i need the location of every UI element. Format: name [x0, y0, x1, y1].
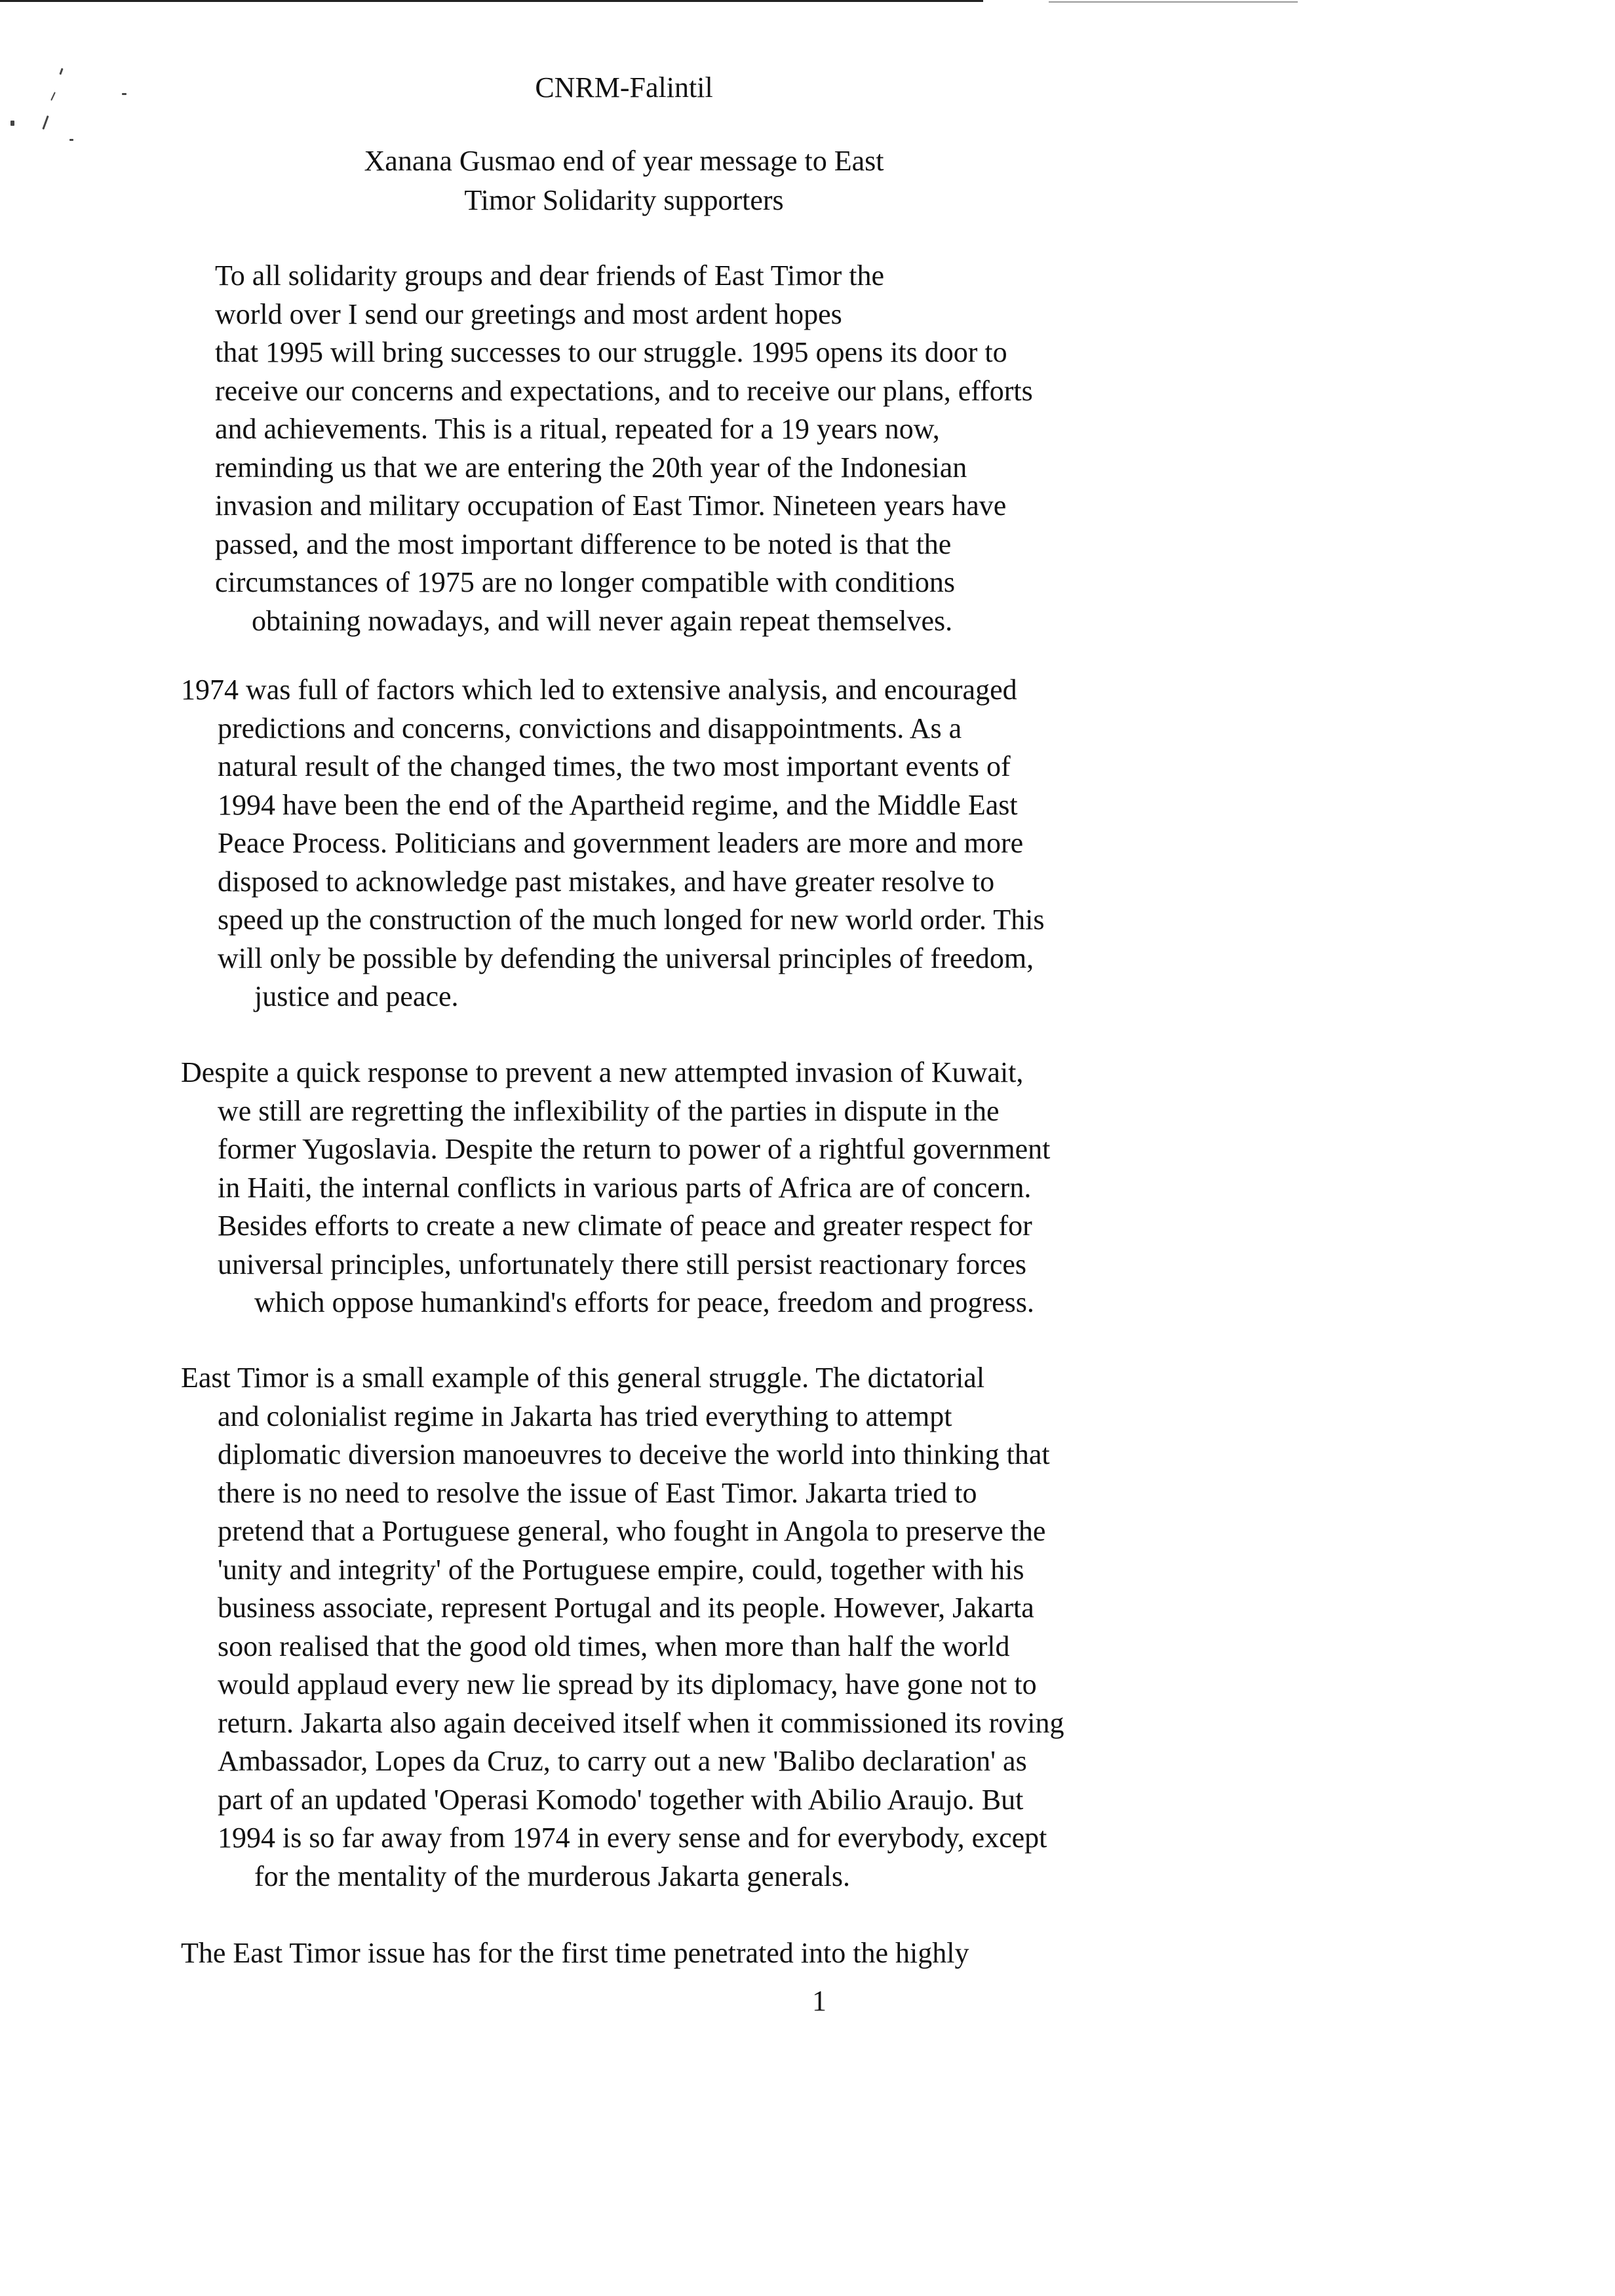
- text-line: receive our concerns and expectations, and to receive our plans, efforts: [215, 374, 1033, 407]
- text-line: for the mentality of the murderous Jakarta generals.: [254, 1860, 851, 1892]
- text-line: Ambassador, Lopes da Cruz, to carry out a new 'Balibo declaration' as: [218, 1745, 1027, 1777]
- text-line: return. Jakarta also again deceived itself when it commissioned its roving: [218, 1706, 1064, 1739]
- text-line: and colonialist regime in Jakarta has tried everything to attempt: [218, 1400, 952, 1432]
- page-number: 1: [812, 1985, 827, 2017]
- text-line: 1994 is so far away from 1974 in every sense and for everybody, except: [218, 1822, 1047, 1854]
- text-line: invasion and military occupation of East Timor. Nineteen years have: [215, 489, 1007, 522]
- text-line: Besides efforts to create a new climate of peace and greater respect for: [218, 1210, 1032, 1242]
- text-line: natural result of the changed times, the two most important events of: [218, 750, 1011, 782]
- text-line: speed up the construction of the much longed for new world order. This: [218, 904, 1045, 936]
- text-line: diplomatic diversion manoeuvres to deceive the world into thinking that: [218, 1438, 1050, 1470]
- text-line: in Haiti, the internal conflicts in various parts of Africa are of concern.: [218, 1171, 1032, 1204]
- scan-speck: [10, 121, 14, 126]
- title-line: Timor Solidarity supporters: [464, 184, 784, 216]
- text-line: circumstances of 1975 are no longer compatible with conditions: [215, 566, 956, 598]
- body-paragraph: [181, 1054, 1050, 1322]
- text-line: would applaud every new lie spread by its diplomacy, have gone not to: [218, 1668, 1037, 1700]
- organization-heading: CNRM-Falintil: [535, 71, 713, 104]
- text-line: Peace Process. Politicians and government leaders are more and more: [218, 827, 1024, 859]
- scan-edge-line-faint: [1049, 1, 1298, 3]
- text-line: will only be possible by defending the universal principles of freedom,: [218, 942, 1034, 974]
- text-line: which oppose humankind's efforts for peace, freedom and progress.: [254, 1286, 1034, 1318]
- body-paragraph: [181, 671, 1044, 1016]
- scan-speck: [69, 139, 73, 141]
- text-line: soon realised that the good old times, when more than half the world: [218, 1630, 1010, 1662]
- text-line: business associate, represent Portugal and its people. However, Jakarta: [218, 1592, 1034, 1624]
- title-line: Xanana Gusmao end of year message to East: [364, 145, 884, 177]
- scan-edge-line: [0, 0, 983, 2]
- document-title: [0, 142, 1248, 220]
- text-line: 'unity and integrity' of the Portuguese empire, could, together with his: [218, 1553, 1024, 1586]
- text-line: that 1995 will bring successes to our struggle. 1995 opens its door to: [215, 336, 1007, 368]
- text-line: Despite a quick response to prevent a new attempted invasion of Kuwait,: [181, 1056, 1024, 1088]
- text-line: passed, and the most important difference to be noted is that the: [215, 527, 952, 560]
- text-line: there is no need to resolve the issue of East Timor. Jakarta tried to: [218, 1476, 977, 1509]
- body-paragraph: [215, 257, 1033, 640]
- text-line: former Yugoslavia. Despite the return to power of a rightful government: [218, 1133, 1051, 1165]
- text-line: we still are regretting the inflexibility of the parties in dispute in the: [218, 1094, 1000, 1127]
- text-line: reminding us that we are entering the 20th year of the Indonesian: [215, 451, 967, 484]
- text-line: 1994 have been the end of the Apartheid regime, and the Middle East: [218, 788, 1018, 821]
- text-line: part of an updated 'Operasi Komodo' together with Abilio Araujo. But: [218, 1783, 1024, 1816]
- body-paragraph: [181, 1359, 1064, 1896]
- text-line: pretend that a Portuguese general, who fought in Angola to preserve the: [218, 1515, 1046, 1547]
- text-line: obtaining nowadays, and will never again repeat themselves.: [252, 604, 953, 637]
- scan-speck: [42, 115, 49, 130]
- text-line: East Timor is a small example of this general struggle. The dictatorial: [181, 1362, 985, 1394]
- text-line: disposed to acknowledge past mistakes, and have greater resolve to: [218, 865, 995, 898]
- text-line: universal principles, unfortunately there still persist reactionary forces: [218, 1248, 1027, 1280]
- text-line: 1974 was full of factors which led to extensive analysis, and encouraged: [181, 674, 1017, 706]
- text-line: predictions and concerns, convictions and disappointments. As a: [218, 712, 962, 744]
- text-line: To all solidarity groups and dear friends of East Timor the: [215, 259, 884, 292]
- text-line: justice and peace.: [254, 980, 459, 1012]
- text-line: world over I send our greetings and most ardent hopes: [215, 297, 842, 330]
- body-paragraph: [181, 1934, 969, 1973]
- text-line: and achievements. This is a ritual, repeated for a 19 years now,: [215, 413, 940, 445]
- text-line: The East Timor issue has for the first time penetrated into the highly: [181, 1937, 969, 1969]
